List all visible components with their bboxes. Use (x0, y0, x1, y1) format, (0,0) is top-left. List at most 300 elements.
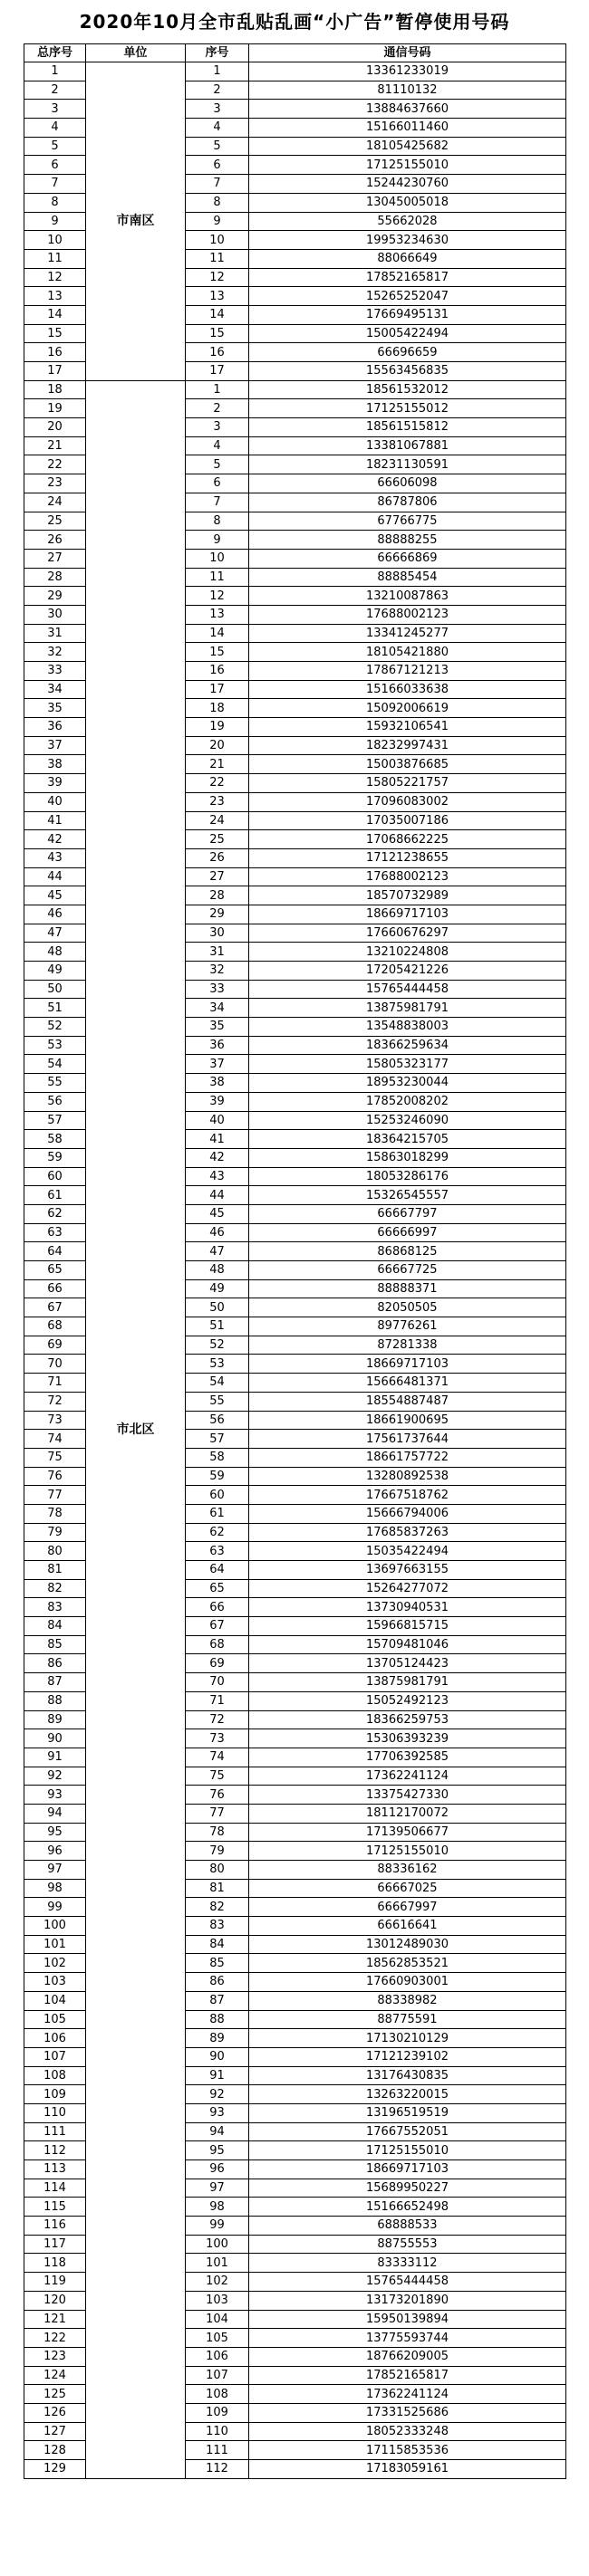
index-cell: 8 (186, 512, 249, 531)
index-cell: 97 (186, 2179, 249, 2198)
phone-number-cell: 18112170072 (249, 1804, 566, 1823)
phone-number-cell: 13875981791 (249, 1673, 566, 1692)
phone-number-cell: 13381067881 (249, 436, 566, 455)
index-cell: 50 (186, 1298, 249, 1317)
phone-number-cell: 15950139894 (249, 2310, 566, 2329)
phone-number-cell: 66667725 (249, 1261, 566, 1280)
phone-number-cell: 88888255 (249, 531, 566, 550)
phone-number-cell: 17660903001 (249, 1973, 566, 1992)
total-index-cell: 18 (24, 380, 86, 399)
phone-number-cell: 15932106541 (249, 718, 566, 737)
phone-number-cell: 89776261 (249, 1317, 566, 1336)
index-cell: 100 (186, 2235, 249, 2254)
index-cell: 107 (186, 2366, 249, 2385)
total-index-cell: 114 (24, 2179, 86, 2198)
total-index-cell: 41 (24, 811, 86, 830)
total-index-cell: 124 (24, 2366, 86, 2385)
phone-number-cell: 13196519519 (249, 2103, 566, 2122)
total-index-cell: 119 (24, 2273, 86, 2292)
total-index-cell: 116 (24, 2217, 86, 2236)
phone-number-cell: 15035422494 (249, 1542, 566, 1561)
phone-number-cell: 15765444458 (249, 2273, 566, 2292)
index-cell: 83 (186, 1917, 249, 1936)
index-cell: 92 (186, 2085, 249, 2104)
phone-number-cell: 13210224808 (249, 943, 566, 962)
total-index-cell: 101 (24, 1935, 86, 1954)
total-index-cell: 49 (24, 962, 86, 981)
index-cell: 6 (186, 474, 249, 493)
total-index-cell: 90 (24, 1729, 86, 1748)
total-index-cell: 47 (24, 924, 86, 943)
index-cell: 13 (186, 287, 249, 306)
phone-number-cell: 17688002123 (249, 867, 566, 886)
phone-number-cell: 18231130591 (249, 455, 566, 474)
phone-number-cell: 15264277072 (249, 1579, 566, 1598)
total-index-cell: 88 (24, 1691, 86, 1710)
total-index-cell: 97 (24, 1861, 86, 1880)
phone-number-cell: 66606098 (249, 474, 566, 493)
index-cell: 54 (186, 1374, 249, 1393)
index-cell: 4 (186, 119, 249, 138)
total-index-cell: 59 (24, 1148, 86, 1167)
index-cell: 85 (186, 1954, 249, 1973)
index-cell: 56 (186, 1411, 249, 1430)
phone-number-cell: 15306393239 (249, 1729, 566, 1748)
total-index-cell: 43 (24, 848, 86, 867)
total-index-cell: 76 (24, 1467, 86, 1486)
index-cell: 88 (186, 2010, 249, 2029)
header-number: 通信号码 (249, 44, 566, 62)
total-index-cell: 7 (24, 175, 86, 194)
index-cell: 21 (186, 755, 249, 774)
index-cell: 87 (186, 1991, 249, 2010)
index-cell: 2 (186, 399, 249, 418)
phone-number-cell: 17688002123 (249, 605, 566, 624)
phone-number-cell: 13210087863 (249, 587, 566, 606)
total-index-cell: 14 (24, 305, 86, 324)
index-cell: 64 (186, 1561, 249, 1580)
phone-number-cell: 88885454 (249, 568, 566, 587)
total-index-cell: 110 (24, 2103, 86, 2122)
phone-number-cell: 18364215705 (249, 1130, 566, 1149)
phone-number-cell: 17125155010 (249, 2141, 566, 2160)
index-cell: 1 (186, 380, 249, 399)
total-index-cell: 102 (24, 1954, 86, 1973)
total-index-cell: 72 (24, 1392, 86, 1411)
total-index-cell: 23 (24, 474, 86, 493)
total-index-cell: 60 (24, 1167, 86, 1186)
total-index-cell: 105 (24, 2010, 86, 2029)
total-index-cell: 89 (24, 1710, 86, 1729)
index-cell: 48 (186, 1261, 249, 1280)
index-cell: 20 (186, 736, 249, 755)
phone-number-cell: 17362241124 (249, 1767, 566, 1786)
index-cell: 33 (186, 980, 249, 999)
total-index-cell: 32 (24, 643, 86, 662)
index-cell: 105 (186, 2329, 249, 2348)
phone-number-cell: 17035007186 (249, 811, 566, 830)
total-index-cell: 62 (24, 1204, 86, 1223)
index-cell: 68 (186, 1635, 249, 1654)
phone-number-cell: 13341245277 (249, 624, 566, 643)
phone-number-cell: 17685837263 (249, 1523, 566, 1542)
total-index-cell: 108 (24, 2066, 86, 2085)
index-cell: 63 (186, 1542, 249, 1561)
phone-number-cell: 83333112 (249, 2254, 566, 2273)
index-cell: 67 (186, 1617, 249, 1636)
total-index-cell: 64 (24, 1242, 86, 1261)
total-index-cell: 3 (24, 100, 86, 119)
index-cell: 94 (186, 2122, 249, 2141)
phone-number-cell: 18105421880 (249, 643, 566, 662)
total-index-cell: 40 (24, 792, 86, 811)
total-index-cell: 113 (24, 2160, 86, 2179)
index-cell: 78 (186, 1823, 249, 1842)
total-index-cell: 35 (24, 699, 86, 718)
total-index-cell: 79 (24, 1523, 86, 1542)
phone-number-cell: 17096083002 (249, 792, 566, 811)
total-index-cell: 6 (24, 156, 86, 175)
total-index-cell: 120 (24, 2291, 86, 2310)
phone-number-cell: 18766209005 (249, 2347, 566, 2366)
phone-number-cell: 13730940531 (249, 1598, 566, 1617)
total-index-cell: 69 (24, 1336, 86, 1355)
total-index-cell: 50 (24, 980, 86, 999)
index-cell: 25 (186, 830, 249, 849)
index-cell: 31 (186, 943, 249, 962)
phone-number-cell: 15166652498 (249, 2198, 566, 2217)
index-cell: 90 (186, 2047, 249, 2066)
index-cell: 62 (186, 1523, 249, 1542)
total-index-cell: 39 (24, 774, 86, 793)
total-index-cell: 13 (24, 287, 86, 306)
index-cell: 84 (186, 1935, 249, 1954)
total-index-cell: 4 (24, 119, 86, 138)
total-index-cell: 46 (24, 905, 86, 924)
phone-number-cell: 88755553 (249, 2235, 566, 2254)
index-cell: 96 (186, 2160, 249, 2179)
total-index-cell: 33 (24, 662, 86, 681)
phone-number-cell: 13697663155 (249, 1561, 566, 1580)
index-cell: 71 (186, 1691, 249, 1710)
phone-number-cell: 17068662225 (249, 830, 566, 849)
total-index-cell: 44 (24, 867, 86, 886)
phone-number-cell: 18570732989 (249, 886, 566, 905)
index-cell: 10 (186, 231, 249, 250)
total-index-cell: 80 (24, 1542, 86, 1561)
index-cell: 36 (186, 1036, 249, 1055)
phone-number-cell: 15265252047 (249, 287, 566, 306)
phone-number-cell: 86787806 (249, 493, 566, 512)
phone-number-cell: 81110132 (249, 81, 566, 100)
index-cell: 80 (186, 1861, 249, 1880)
index-cell: 106 (186, 2347, 249, 2366)
index-cell: 35 (186, 1018, 249, 1037)
index-cell: 57 (186, 1430, 249, 1449)
total-index-cell: 58 (24, 1130, 86, 1149)
total-index-cell: 25 (24, 512, 86, 531)
total-index-cell: 84 (24, 1617, 86, 1636)
index-cell: 40 (186, 1111, 249, 1130)
phone-number-cell: 66616641 (249, 1917, 566, 1936)
index-cell: 10 (186, 549, 249, 568)
phone-number-cell: 18561515812 (249, 418, 566, 437)
header-total-index: 总序号 (24, 44, 86, 62)
total-index-cell: 91 (24, 1748, 86, 1767)
index-cell: 81 (186, 1879, 249, 1898)
index-cell: 93 (186, 2103, 249, 2122)
total-index-cell: 8 (24, 193, 86, 212)
total-index-cell: 95 (24, 1823, 86, 1842)
index-cell: 70 (186, 1673, 249, 1692)
phone-number-cell: 17706392585 (249, 1748, 566, 1767)
phone-number-cell: 18661757722 (249, 1448, 566, 1467)
index-cell: 103 (186, 2291, 249, 2310)
phone-number-cell: 13176430835 (249, 2066, 566, 2085)
unit-cell: 市北区 (86, 380, 186, 2478)
index-cell: 69 (186, 1654, 249, 1673)
phone-number-cell: 18669717103 (249, 2160, 566, 2179)
phone-number-cell: 17331525686 (249, 2403, 566, 2422)
index-cell: 75 (186, 1767, 249, 1786)
total-index-cell: 71 (24, 1374, 86, 1393)
total-index-cell: 37 (24, 736, 86, 755)
phone-number-cell: 15563456835 (249, 362, 566, 381)
total-index-cell: 19 (24, 399, 86, 418)
phone-number-cell: 18561532012 (249, 380, 566, 399)
index-cell: 16 (186, 662, 249, 681)
phone-number-cell: 17561737644 (249, 1430, 566, 1449)
total-index-cell: 77 (24, 1486, 86, 1505)
phone-number-cell: 15805323177 (249, 1055, 566, 1074)
total-index-cell: 106 (24, 2029, 86, 2048)
total-index-cell: 103 (24, 1973, 86, 1992)
phone-number-cell: 13875981791 (249, 999, 566, 1018)
total-index-cell: 86 (24, 1654, 86, 1673)
page-title: 2020年10月全市乱贴乱画“小广告”暂停使用号码 (79, 11, 510, 33)
phone-number-cell: 88888371 (249, 1279, 566, 1298)
index-cell: 66 (186, 1598, 249, 1617)
index-cell: 112 (186, 2460, 249, 2479)
phone-number-cell: 17130210129 (249, 2029, 566, 2048)
total-index-cell: 54 (24, 1055, 86, 1074)
index-cell: 5 (186, 137, 249, 156)
index-cell: 74 (186, 1748, 249, 1767)
total-index-cell: 36 (24, 718, 86, 737)
phone-number-cell: 17660676297 (249, 924, 566, 943)
index-cell: 7 (186, 175, 249, 194)
phone-number-cell: 18053286176 (249, 1167, 566, 1186)
total-index-cell: 122 (24, 2329, 86, 2348)
phone-number-cell: 15666481371 (249, 1374, 566, 1393)
phone-number-cell: 66666869 (249, 549, 566, 568)
index-cell: 61 (186, 1504, 249, 1523)
total-index-cell: 107 (24, 2047, 86, 2066)
index-cell: 15 (186, 324, 249, 343)
index-cell: 43 (186, 1167, 249, 1186)
phone-number-cell: 13375427330 (249, 1786, 566, 1805)
total-index-cell: 38 (24, 755, 86, 774)
index-cell: 111 (186, 2441, 249, 2460)
total-index-cell: 61 (24, 1186, 86, 1205)
phone-number-cell: 17205421226 (249, 962, 566, 981)
phone-number-cell: 66696659 (249, 343, 566, 362)
total-index-cell: 48 (24, 943, 86, 962)
index-cell: 45 (186, 1204, 249, 1223)
phone-number-cell: 18661900695 (249, 1411, 566, 1430)
phone-number-cell: 88775591 (249, 2010, 566, 2029)
phone-number-cell: 15709481046 (249, 1635, 566, 1654)
phone-number-cell: 15166033638 (249, 680, 566, 699)
phone-number-cell: 13548838003 (249, 1018, 566, 1037)
phone-number-cell: 15253246090 (249, 1111, 566, 1130)
total-index-cell: 87 (24, 1673, 86, 1692)
header-row (24, 44, 566, 62)
total-index-cell: 73 (24, 1411, 86, 1430)
total-index-cell: 63 (24, 1223, 86, 1242)
index-cell: 9 (186, 531, 249, 550)
phone-number-cell: 82050505 (249, 1298, 566, 1317)
total-index-cell: 11 (24, 249, 86, 268)
phone-number-cell: 66667997 (249, 1898, 566, 1917)
total-index-cell: 118 (24, 2254, 86, 2273)
index-cell: 72 (186, 1710, 249, 1729)
unit-cell: 市南区 (86, 62, 186, 381)
phone-number-cell: 18669717103 (249, 1355, 566, 1374)
phone-number-cell: 17852165817 (249, 268, 566, 287)
table-row (24, 62, 566, 81)
phone-number-cell: 18052333248 (249, 2422, 566, 2441)
total-index-cell: 15 (24, 324, 86, 343)
phone-number-cell: 13280892538 (249, 1467, 566, 1486)
phone-number-cell: 17125155010 (249, 1842, 566, 1861)
total-index-cell: 100 (24, 1917, 86, 1936)
index-cell: 28 (186, 886, 249, 905)
phone-number-cell: 15052492123 (249, 1691, 566, 1710)
phone-number-cell: 15966815715 (249, 1617, 566, 1636)
phone-number-cell: 19953234630 (249, 231, 566, 250)
index-cell: 55 (186, 1392, 249, 1411)
phone-number-cell: 66666997 (249, 1223, 566, 1242)
phone-number-cell: 13012489030 (249, 1935, 566, 1954)
index-cell: 15 (186, 643, 249, 662)
total-index-cell: 115 (24, 2198, 86, 2217)
index-cell: 7 (186, 493, 249, 512)
phone-number-cell: 13045005018 (249, 193, 566, 212)
index-cell: 30 (186, 924, 249, 943)
total-index-cell: 65 (24, 1261, 86, 1280)
index-cell: 27 (186, 867, 249, 886)
total-index-cell: 99 (24, 1898, 86, 1917)
total-index-cell: 85 (24, 1635, 86, 1654)
phone-number-cell: 13775593744 (249, 2329, 566, 2348)
total-index-cell: 104 (24, 1991, 86, 2010)
phone-number-cell: 66667025 (249, 1879, 566, 1898)
index-cell: 52 (186, 1336, 249, 1355)
total-index-cell: 16 (24, 343, 86, 362)
index-cell: 59 (186, 1467, 249, 1486)
total-index-cell: 28 (24, 568, 86, 587)
phone-number-cell: 13361233019 (249, 62, 566, 81)
index-cell: 16 (186, 343, 249, 362)
index-cell: 26 (186, 848, 249, 867)
index-cell: 17 (186, 680, 249, 699)
phone-number-cell: 17852165817 (249, 2366, 566, 2385)
total-index-cell: 82 (24, 1579, 86, 1598)
index-cell: 58 (186, 1448, 249, 1467)
total-index-cell: 24 (24, 493, 86, 512)
phone-number-cell: 68888533 (249, 2217, 566, 2236)
index-cell: 11 (186, 249, 249, 268)
total-index-cell: 34 (24, 680, 86, 699)
total-index-cell: 112 (24, 2141, 86, 2160)
index-cell: 14 (186, 624, 249, 643)
total-index-cell: 31 (24, 624, 86, 643)
phone-number-cell: 18366259753 (249, 1710, 566, 1729)
table-row (24, 380, 566, 399)
phone-number-cell: 88338982 (249, 1991, 566, 2010)
index-cell: 76 (186, 1786, 249, 1805)
index-cell: 9 (186, 212, 249, 231)
index-cell: 53 (186, 1355, 249, 1374)
total-index-cell: 121 (24, 2310, 86, 2329)
total-index-cell: 52 (24, 1018, 86, 1037)
phone-number-cell: 18562853521 (249, 1954, 566, 1973)
index-cell: 2 (186, 81, 249, 100)
index-cell: 109 (186, 2403, 249, 2422)
total-index-cell: 75 (24, 1448, 86, 1467)
phone-number-cell: 18232997431 (249, 736, 566, 755)
index-cell: 5 (186, 455, 249, 474)
phone-number-cell: 18105425682 (249, 137, 566, 156)
index-cell: 12 (186, 268, 249, 287)
phone-number-cell: 17667552051 (249, 2122, 566, 2141)
index-cell: 104 (186, 2310, 249, 2329)
total-index-cell: 126 (24, 2403, 86, 2422)
index-cell: 60 (186, 1486, 249, 1505)
index-cell: 6 (186, 156, 249, 175)
index-cell: 89 (186, 2029, 249, 2048)
index-cell: 22 (186, 774, 249, 793)
phone-number-cell: 87281338 (249, 1336, 566, 1355)
phone-number-cell: 17125155010 (249, 156, 566, 175)
total-index-cell: 17 (24, 362, 86, 381)
index-cell: 44 (186, 1186, 249, 1205)
phone-number-cell: 15005422494 (249, 324, 566, 343)
index-cell: 8 (186, 193, 249, 212)
header-unit: 单位 (86, 44, 186, 62)
total-index-cell: 70 (24, 1355, 86, 1374)
total-index-cell: 53 (24, 1036, 86, 1055)
index-cell: 101 (186, 2254, 249, 2273)
index-cell: 108 (186, 2385, 249, 2404)
index-cell: 77 (186, 1804, 249, 1823)
total-index-cell: 128 (24, 2441, 86, 2460)
index-cell: 11 (186, 568, 249, 587)
index-cell: 46 (186, 1223, 249, 1242)
phone-number-cell: 17852008202 (249, 1092, 566, 1111)
index-cell: 86 (186, 1973, 249, 1992)
index-cell: 32 (186, 962, 249, 981)
phone-number-cell: 17121239102 (249, 2047, 566, 2066)
phone-number-cell: 15244230760 (249, 175, 566, 194)
index-cell: 24 (186, 811, 249, 830)
index-cell: 38 (186, 1074, 249, 1093)
total-index-cell: 81 (24, 1561, 86, 1580)
phone-number-cell: 88066649 (249, 249, 566, 268)
phone-number-cell: 15666794006 (249, 1504, 566, 1523)
index-cell: 47 (186, 1242, 249, 1261)
